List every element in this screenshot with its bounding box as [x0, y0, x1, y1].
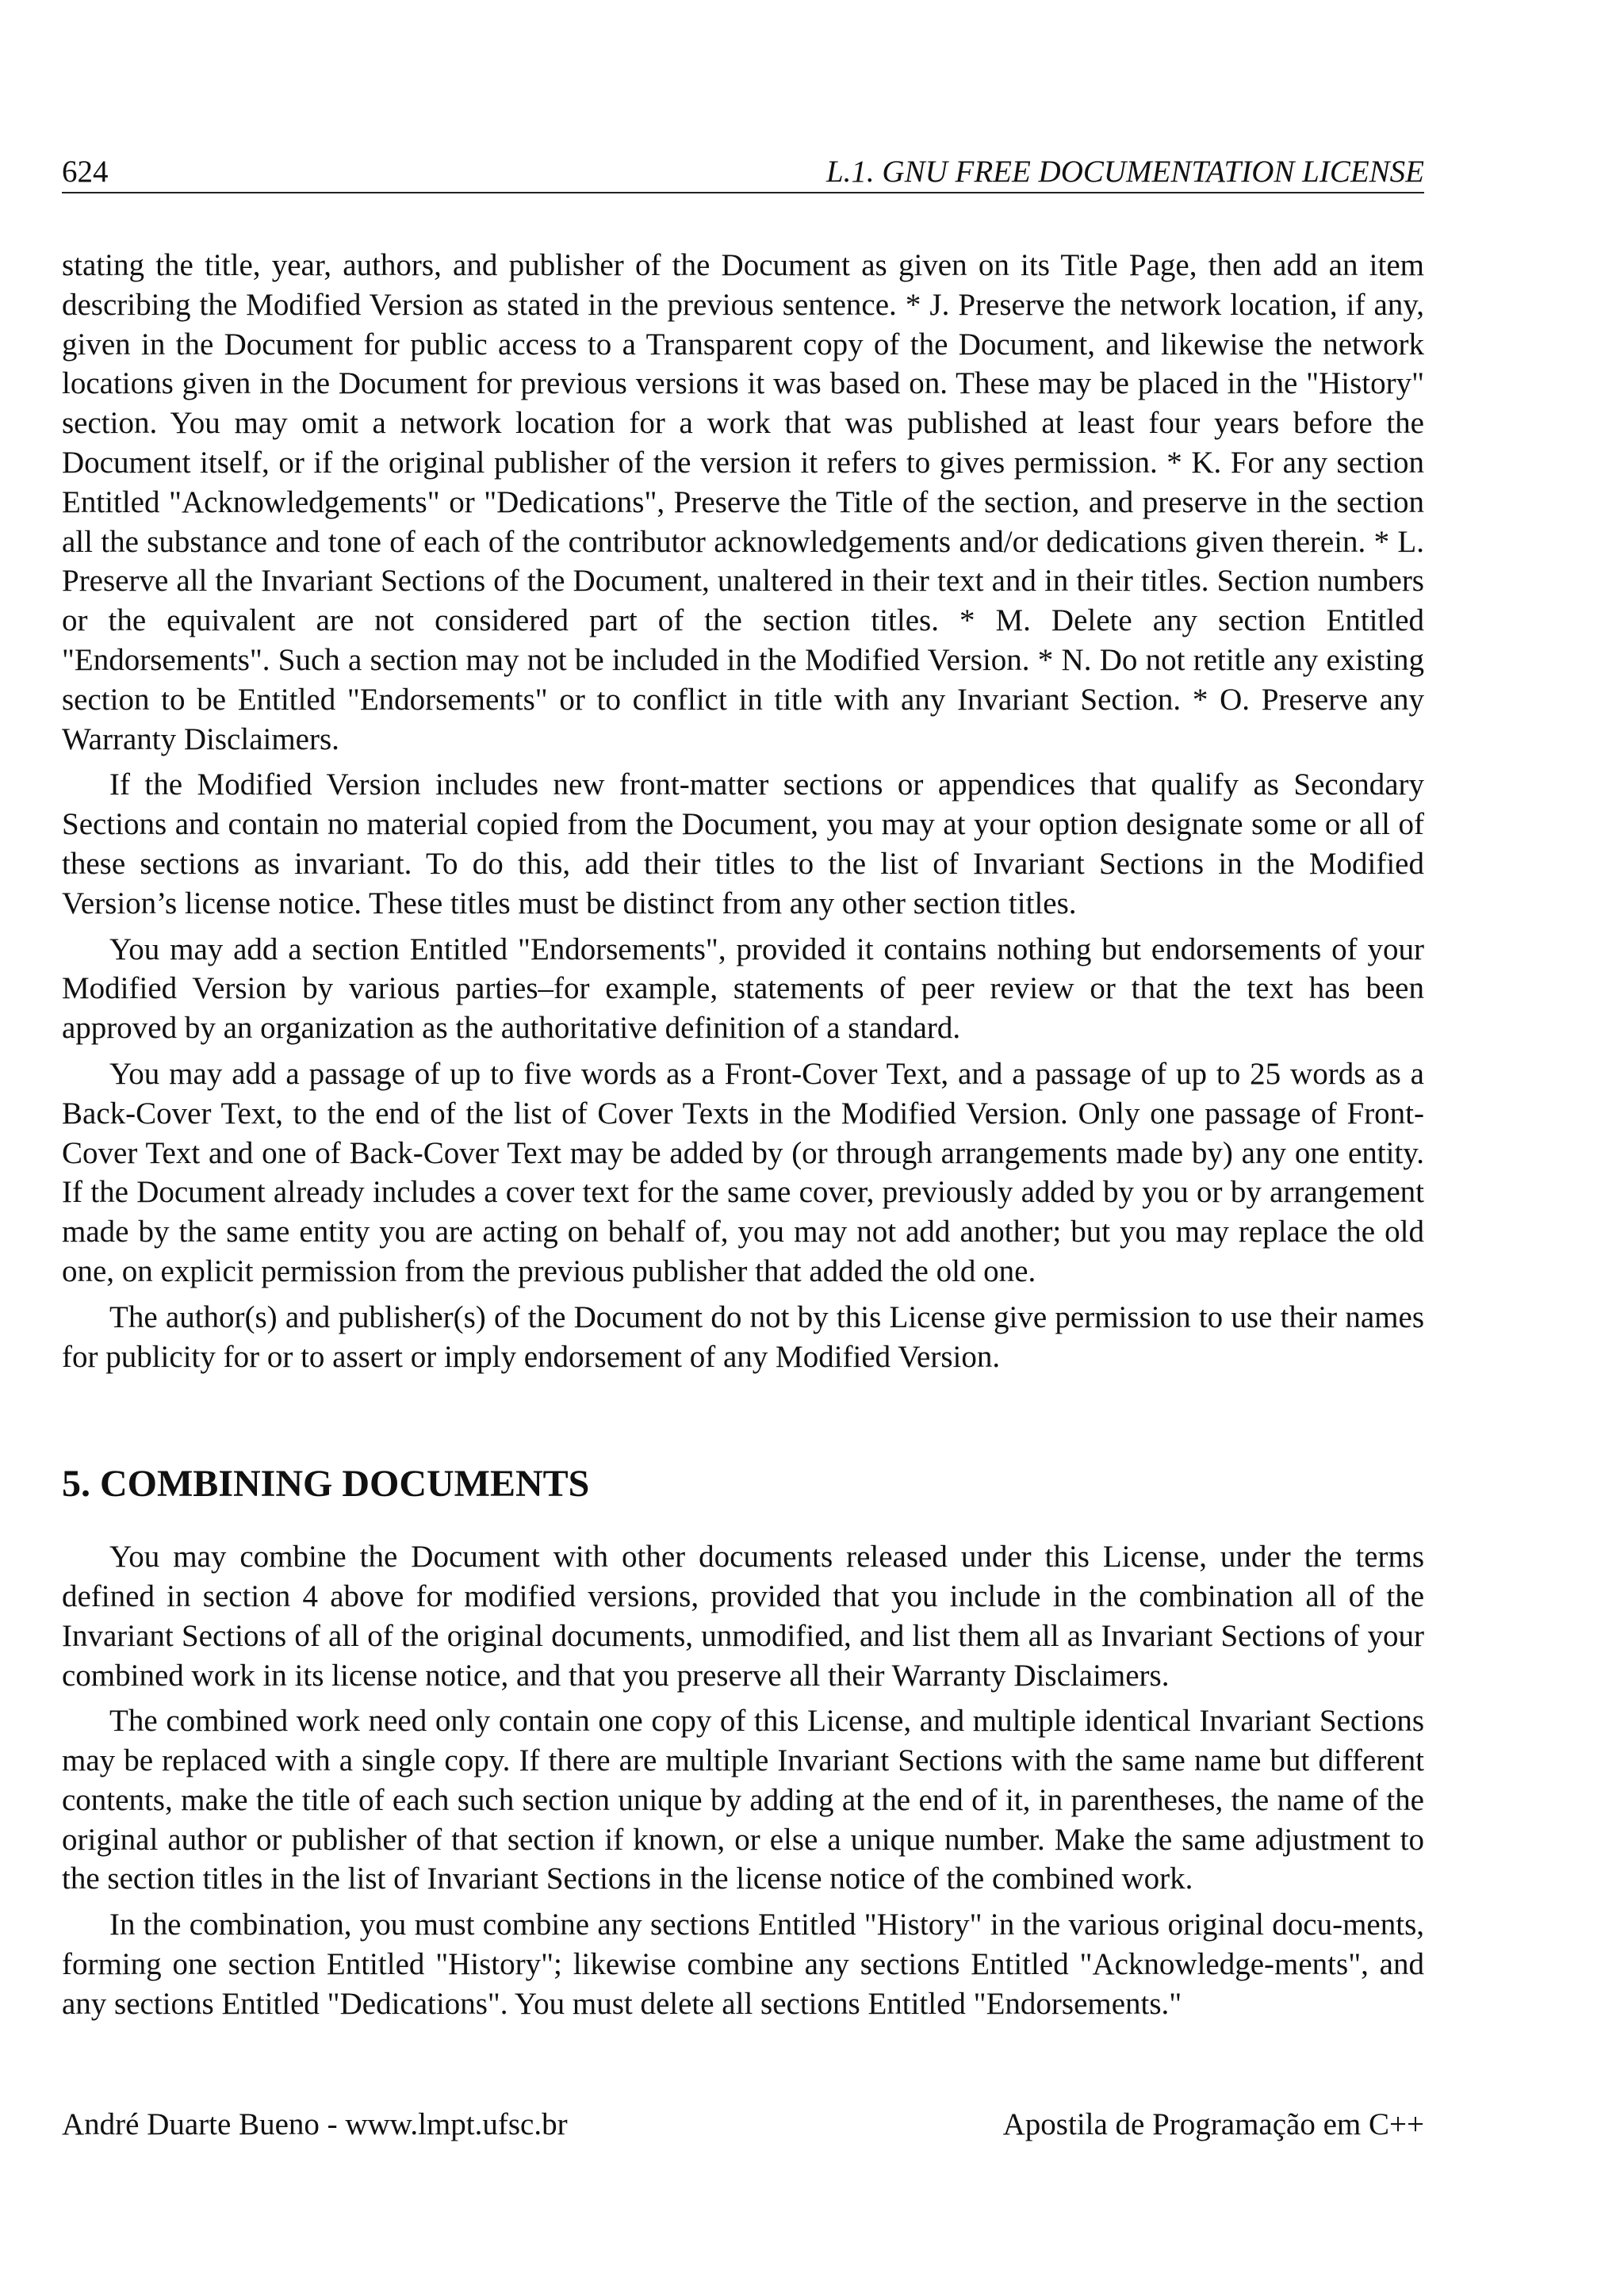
paragraph-continuation: stating the title, year, authors, and publisher of the Document as given on its Title Page, then add an item describing the Modified Version as stated in the previous sentence. * J. Preserve the network location, if any, given in the Document for public access to a Transparent copy of the Document, and likewise the network locations given in the Document for previous versions it was based on. These may be placed in the "History" section. You may omit a network location for a work that was published at least four years before the Document itself, or if the original publisher of the version it refers to gives permission. * K. For any section Entitled "Acknowledgements" or "Dedications", Preserve the Title of the section, and preserve in the section all the substance and tone of each of the contributor acknowledgements and/or dedications given therein. * L. Preserve all the Invariant Sections of the Document, unaltered in their text and in their titles. Section numbers or the equivalent are not considered part of the section titles. * M. Delete any section Entitled "Endorsements". Such a section may not be included in the Modified Version. * N. Do not retitle any existing section to be Entitled "Endorsements" or to conflict in title with any Invariant Section. * O. Preserve any Warranty Disclaimers.	[62, 248, 1424, 756]
paragraph: You may add a passage of up to five words as a Front-Cover Text, and a passage of up to 25 words as a Back-Cover Text, to the end of the list of Cover Texts in the Modified Version. Only one passage of Front-Cover Text and one of Back-Cover Text may be added by (or through arrangements made by) any one entity. If the Document already includes a cover text for the same cover, previously added by you or by arrangement made by the same entity you are acting on behalf of, you may not add another; but you may replace the old one, on explicit permission from the previous publisher that added the old one.	[62, 1056, 1424, 1288]
footer-book-title: Apostila de Programação em C++	[1002, 2107, 1424, 2141]
running-footer	[62, 2109, 1424, 2140]
running-header	[62, 151, 1424, 193]
page-number: 624	[62, 155, 109, 189]
header-section-title: L.1. GNU FREE DOCUMENTATION LICENSE	[825, 155, 1424, 189]
paragraph: The author(s) and publisher(s) of the Document do not by this License give permission to use their names for publicity for or to assert or imply endorsement of any Modified Version.	[62, 1299, 1424, 1374]
paragraph: You may add a section Entitled "Endorsements", provided it contains nothing but endorsements of your Modified Version by various parties–for example, statements of peer review or that the text has been approved by an organization as the authoritative definition of a standard.	[62, 932, 1424, 1046]
paragraph: If the Modified Version includes new front-matter sections or appendices that qualify as Secondary Sections and contain no material copied from the Document, you may at your option designate some or all of these sections as invariant. To do this, add their titles to the list of Invariant Sections in the Modified Version’s license notice. These titles must be distinct from any other section titles.	[62, 767, 1424, 920]
body-text	[62, 246, 1424, 2030]
paragraph: The combined work need only contain one copy of this License, and multiple identical Invariant Sections may be replaced with a single copy. If there are multiple Invariant Sections with the same name but different contents, make the title of each such section unique by adding at the end of it, in parentheses, the name of the original author or publisher of that section if known, or else a unique number. Make the same adjustment to the section titles in the list of Invariant Sections in the license notice of the combined work.	[62, 1704, 1424, 1896]
footer-author: André Duarte Bueno - www.lmpt.ufsc.br	[62, 2107, 568, 2141]
paragraph: In the combination, you must combine any sections Entitled "History" in the various original docu-ments, forming one section Entitled "History"; likewise combine any sections Entitled "Acknowledge-ments", and any sections Entitled "Dedications". You must delete all sections Entitled "Endorsements."	[62, 1908, 1424, 2021]
section-heading: 5. COMBINING DOCUMENTS	[62, 1463, 590, 1506]
paragraph: You may combine the Document with other documents released under this License, under the terms defined in section 4 above for modified versions, provided that you include in the combination all of the Invariant Sections of all of the original documents, unmodified, and list them all as Invariant Sections of your combined work in its license notice, and that you preserve all their Warranty Disclaimers.	[62, 1540, 1424, 1693]
document-page	[62, 0, 1424, 2296]
